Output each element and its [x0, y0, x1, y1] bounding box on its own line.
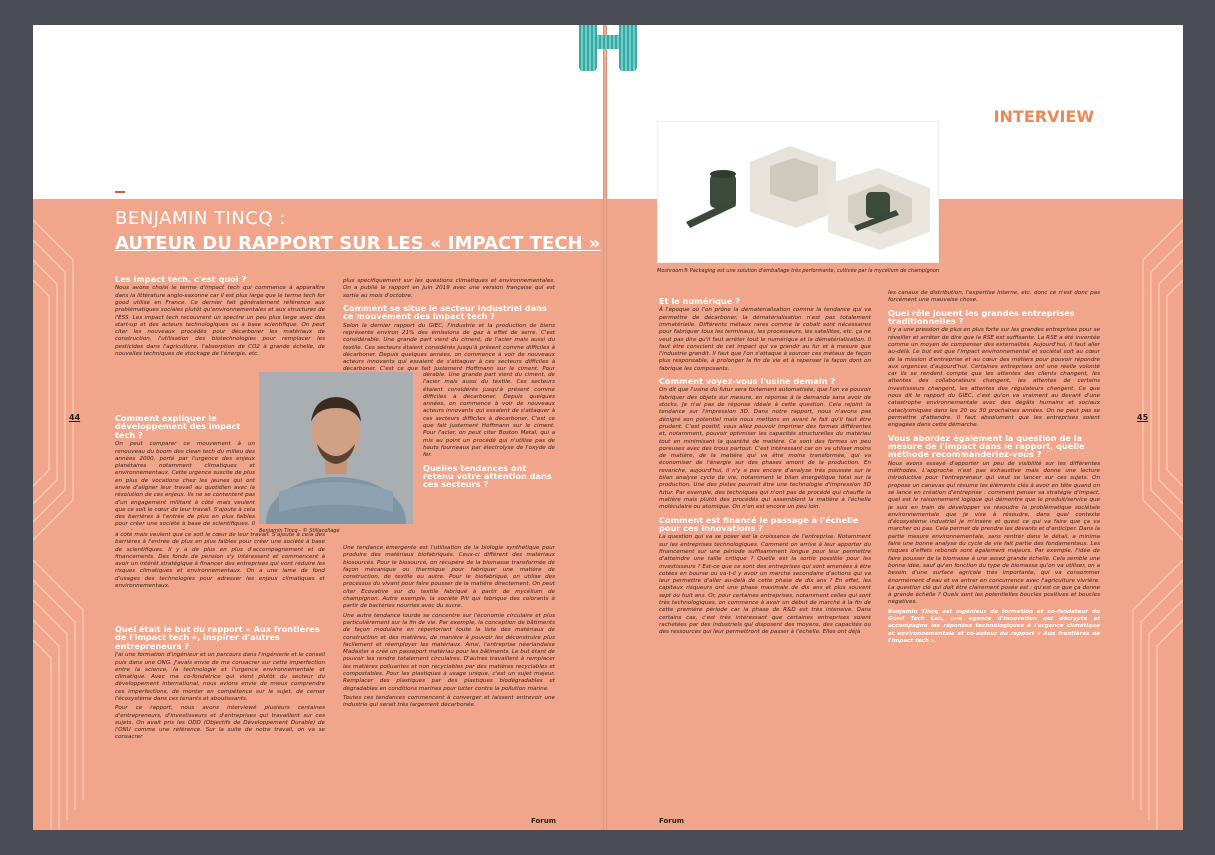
- section-label: INTERVIEW: [993, 107, 1094, 126]
- answer-paragraph: On peut comparer ce mouvement à un renouveau du boom des clean tech du milieu des années 2000, porté par l'urgence des enjeux planétaires notamment climatiques et environnementaux. Cette urgence suscite de plus en plus de vocations chez les jeunes qui ont envie d'aligner leur travail au quotidien avec la résolution de ces enjeux. Ils ne se contentent pas d'un engagement militant à côté mais veulent que ce soit le cœur de leur travail. S'ajoute à cela des barrières à l'entrée de plus en plus faibles pour créer une société à base de scientifiques. Il: [115, 441, 255, 528]
- product-photo: [657, 121, 939, 263]
- column-2-beside-photo: [423, 372, 555, 562]
- answer-paragraph: À l'époque où l'on prône la dématérialisation comme la tendance qui va permettre de décarboner, la dématérialisation n'est pas totalement immatérielle. Différents métaux rares comme le cobalt sont nécessaires pour fabriquer tous les terminaux, les processeurs, les satellites, etc. ça ne veut pas dire qu'il faut arrêter tout le numérique et la dématérialisation. Il faut être conscient de cet impact qui va grandir au fur et à mesure que l'industrie grandit. Il faut que l'on s'attaque à sourcer ces métaux de façon plus responsable, à prolonger la fin de vie et à repenser la façon dont on fabrique les composants.: [659, 307, 871, 372]
- answer-paragraph: On dit que l'usine du futur sera fortement automatisée, que l'on va pouvoir fabriquer des objets sur mesure, en réponse à la demande sans avoir de stocks. Je n'ai pas de réponse idéale à cette question. Cela rejoint la tendance sur l'impression 3D. Dans notre rapport, nous n'avons pas dénigré son potentiel mais nous mettons en avant le fait qu'il faut être prudent. C'est positif, vous allez pouvoir imprimer des formes différentes et, notamment, pouvoir optimiser les capacités structurelles du matériau tout en minimisant la quantité de matière. Ce sont des formes un peu poreuses avec des trous partout. C'est intéressant car on va utiliser moins de matière, de la matière qui va être moins transformée, qui va économiser de l'énergie sur des phases amont de la production. En revanche, aujourd'hui, il n'y a pas encore d'analyse très poussée sur le bilan analyse cycle de vie, notamment le bilan énergétique total sur la production. Une des pistes pourrait être une technologie d'impression 3D futur. Par exemple, des techniques qui n'ont pas de procédé qui chauffe la matière mais plutôt des procédés qui assemblent la matière à l'échelle moléculaire ou atomique. On n'en est encore un peu loin.: [659, 387, 871, 511]
- product-illustration: [658, 122, 938, 262]
- question-heading: Comment expliquer le développement des impact tech ?: [115, 413, 241, 440]
- answer-paragraph-continued: dérable. Une grande part vient du ciment, de l'acier mais aussi du textile. Ces secteurs étaient considérés jusqu'à présent comme difficiles à décarboner. Depuis quelques années, on commence à voir de nouveaux acteurs innovants qui essaient de s'attaquer à ces secteurs difficiles à décarboner. C'est ce que fait justement Hoffmann sur le ciment. Pour l'acier, on peut citer Boston Metal, qui a mis au point un procédé qui n'utilise pas de hauts fourneaux par électrolyse de l'oxyde de fer.: [423, 372, 555, 459]
- answer-paragraph: Nous avons essayé d'apporter un peu de visibilité sur les différentes méthodes. L'approche n'est pas exhaustive mais donne une lecture introductive pour l'entrepreneur qui veut se lancer sur ces sujets. On propose un canevas qui résume les éléments clés à avoir en tête quand on se lance en création d'entreprise : comment penser sa stratégie d'impact, quel est le raisonnement logique qui démontre que le produit/service que je suis en train de développer va résoudre la problématique sociétale environnementale que je vise à résoudre, dans quel contexte d'écosystème industriel je m'insère et quest ce qui va faire que ça va marcher ou pas. Cela permet de prendre les devants et d'anticiper. Dans la partie mesure environnementale, sans rentrer dans le détail, a minima faire une bonne analyse du cycle de vie fait partie des fondamentaux. Les risques d'effets rebonds sont également majeurs. Par exemple, l'idée de faire pousser de la biomasse à une assez grande échelle. Cela semble une bonne idée, sauf qu'en fonction du type de biomasse qu'on va utiliser, on a besoin d'une surface agricole très importante, qui va consommer énormément d'eau et va entrer en concurrence avec l'agriculture vivrière. La question clé qui doit être clairement posée est : qu'est ce que ça donne à grande échelle ? Quels sont les potentielles boucles positives et boucles négatives.: [888, 460, 1100, 606]
- answer-paragraph: plus spécifiquement sur les questions climatiques et environnementales. On a publié le rapport en juin 2019 avec une version française qui est sortie au mois d'octobre.: [343, 278, 555, 299]
- column-4: [888, 290, 1100, 830]
- left-page: [33, 25, 604, 830]
- column-1-bottom: [115, 621, 325, 821]
- question-heading: Comment voyez-vous l'usine demain ?: [659, 376, 836, 387]
- product-caption: Moshroom® Packaging est une solution d'emballage très performante, cultivée par la mycélium de champignon: [657, 268, 940, 274]
- column-1-top: [115, 271, 325, 371]
- question-heading: Vous abordez également la question de la mesure de l'impact dans le rapport, quelle méthode recommanderiez-vous ?: [888, 432, 1085, 460]
- question-heading: Quel rôle jouent les grandes entreprises traditionnelles ?: [888, 307, 1075, 326]
- headline-name: BENJAMIN TINCQ :: [115, 208, 286, 229]
- question-heading: Et le numérique ?: [659, 296, 740, 306]
- answer-paragraph: Une tendance émergente est l'utilisation de la biologie synthétique pour produire des matériaux biofabriqués. Ceux-ci diffèrent des matériaux biosourcés. Pour le biosourcé, on récupère de la biomasse transformée de façon mécanique ou thermique pour fabriquer une matière de construction, de textile ou autre. Pour le biofabriqué, on utilise des processus du vivant pour faire pousser de la matière directement. On peut citer Ecovative sur du textile fabriqué à partir de mycélium de champignon. Autre exemple, la société Pili qui fabrique des colorants à partir de bactéries nourries avec du sucre.: [343, 545, 555, 610]
- question-heading: Comment se situe le secteur industriel dans ce mouvement des impact tech ?: [343, 302, 547, 322]
- portrait-illustration: [259, 372, 413, 524]
- portrait-photo: [259, 372, 413, 524]
- forum-logo: Forum: [531, 817, 557, 825]
- author-bio: Benjamin Tincq est ingénieur de formation et co-fondateur du Good Tech Lab, une agence d'innovation qui décrypte et accompagne les réponses technologiques à l'urgence climatique et environnementale et co-auteur du rapport « Aux frontières de l'impact tech ».: [888, 608, 1100, 644]
- question-heading: Les impact tech, c'est quoi ?: [115, 274, 247, 284]
- page-number: 44: [69, 413, 81, 422]
- decorative-stripes-right: [1111, 200, 1183, 830]
- question-heading: Quelles tendances ont retenu votre attention dans ces secteurs ?: [423, 462, 552, 490]
- question-heading: Comment est financé le passage à l'échelle pour ces innovations ?: [659, 514, 859, 533]
- answer-paragraph: Il y a une pression de plus en plus forte sur les grandes entreprises pour se réveiller et arrêter de dire que la RSE est suffisante. La RSE a été inventée comme un moyen de compenser des externalités. Aujourd'hui, il faut aller au-delà. Le but est que l'impact environnemental et sociétal soit au cœur de la mission d'entreprise et au cœur des métiers pour pouvoir répondre aux urgences d'aujourd'hui. Certaines entreprises ont une réelle volonté car ils se rendent compte que les attentes des clients changent, les attentes des collaborateurs changent, les attentes de certains investisseurs changent, les attentes des régulateurs changent. Ce que nous dit le rapport du GIEC, c'est qu'on va vraiment au devant d'une catastrophe environnementale avec des dégâts humains et sociaux cataclysmiques dans les 20 ou 30 prochaines années. On ne peut pas se permettre d'attendre. Il faut absolument que les entreprises soient engagées dans cette démarche.: [888, 327, 1100, 429]
- answer-paragraph: Une autre tendance lourde se concentre sur l'économie circulaire et plus particulièrement sur la fin de vie. Par exemple, la conception de bâtiments de façon modulaire en répertoriant toute la liste des matériaux de construction et des matières, de manière à pouvoir les déconstruire plus facilement et réemployer les matériaux. Ainsi, l'entreprise néerlandaise Madaster a créé un passeport matériau pour les bâtiments. Le but étant de pouvoir les rendre totalement circulaires. D'autres travaillent à remplacer les matières polluantes et non recyclables par des matières recyclables et compostables. Pour les plastiques à usage unique, c'est un sujet majeur. Remplacer des plastiques par des plastiques biodégradables et dégradables en conditions marines pour lutter contre la pollution marine.: [343, 612, 555, 692]
- column-1-beside-photo: [115, 410, 255, 530]
- section-mark: [115, 191, 125, 193]
- forum-logo-right: Forum: [659, 817, 685, 825]
- answer-paragraph: La question qui va se poser est la croissance de l'entreprise. Notamment sur les entreprises technologiques. Comment on arrive à leur apporter du financement sur une période suffisamment longue pour leur permettre d'atteindre une taille critique ? Quelle est la sortie possible pour les investisseurs ? Est-ce que ce sont des entreprises qui sont amenées à être cotées en bourse ou va-t-il y avoir un marché secondaire d'actions qui va leur permettre d'aller au-delà de cette phase de dix ans ? En effet, les capitaux risqueurs ont une phase maximale de dix ans et plus souvent sept ou huit ans. Or, pour certaines entreprises, notamment celles qui sont très technologiques, on commence à avoir un début de marché à la fin de cette première période car la phase de R&D est très intensive. Dans certains cas, c'est très intéressant que certaines entreprises soient rachetées par des industriels qui disposent des moyens, des capacités ou des ressources qui leur permettront de passer à l'échelle. Elles ont déjà: [659, 534, 871, 636]
- answer-paragraph: J'ai une formation d'ingénieur et un parcours dans l'ingénierie et le conseil puis dans une ONG. J'avais envie de me consacrer sur cette imperfection entre la science, la technologie et l'urgence environnementale et climatique. Avec ma co-fondatrice qui vient plutôt du secteur du développement international, nous avions envie de mieux comprendre ces imperfections, de monter en compétence sur le sujet, de cerner l'écosystème dans ces tenants et aboutissants.: [115, 652, 325, 702]
- answer-paragraph: Selon le dernier rapport du GIEC, l'industrie et la production de biens représente environ 21% des émissions de gaz à effet de serre. C'est considérable. Une grande part vient du ciment, de l'acier mais aussi du textile. Ces secteurs étaient considérés jusqu'à présent comme difficiles à décarboner. Depuis quelques années, on commence à voir de nouveaux acteurs innovants qui essaient de s'attaquer à ces secteurs difficiles à décarboner. C'est ce que fait justement Hoffmann sur le ciment. Pour: [343, 322, 555, 373]
- answer-paragraph: les canaux de distribution, l'expertise interne, etc. donc ce n'est donc pas forcément une mauvaise chose.: [888, 290, 1100, 304]
- answer-paragraph: Pour ce rapport, nous avons interviewé plusieurs centaines d'entrepreneurs, d'investisseurs et d'entreprises qui travaillent sur ces sujets. On avait pris les ODD (Objectifs de Développement Durable) de l'ONU comme une référence. Sur la suite de notre travail, on va se consacrer: [115, 705, 325, 741]
- answer-paragraph: Toutes ces tendances commencent à converger et laissent entrevoir une industrie qui serait très largement décarbonée.: [343, 694, 555, 709]
- magazine-spread: [33, 25, 1183, 830]
- column-3: [659, 293, 871, 813]
- headline-title: AUTEUR DU RAPPORT SUR LES « IMPACT TECH »: [115, 233, 601, 254]
- answer-paragraph: Nous avons choisi le terme d'impact tech qui commence à apparaître dans la littérature anglo-saxonne car il est plus large que le terme tech for good utilisé en France. Ce dernier fait généralement référence aux problématiques sociales plutôt qu'environnementales et aux structures de l'ESS. Les impact tech recouvrent un spectre un peu plus large avec des start-up et des acteurs technologiques ou à base scientifique. On peut citer les nouveaux procédés pour décarboner les matériaux de construction, l'utilisation des biotechnologies pour remplacer les pesticides dans l'agriculture, l'absorption de CO2 à grande échelle, de nouvelles techniques de stockage de l'énergie, etc.: [115, 285, 325, 358]
- photo-caption: Benjamin Tincq - © Stillacollagé: [259, 528, 340, 534]
- column-2-bottom: [343, 545, 555, 817]
- answer-paragraph-continued: à côté mais veulent que ce soit le cœur de leur travail. S'ajoute à cela des barrières à l'entrée de plus en plus faibles pour créer une société à base de scientifiques. Il y a de plus en plus d'accompagnement et de financements. Des fonds de pension s'y intéressent et commencent à avoir un intérêt stratégique à financer des entreprises qui vont réduire les risques climatiques et environnementaux. On a une lame de fond d'usages des technologies pour adresser les enjeux climatiques et environnementaux.: [115, 532, 325, 590]
- column-2-top: [343, 278, 555, 374]
- question-heading: Quel était le but du rapport « Aux frontières de l'impact tech », inspirer d'autres entrepreneurs ?: [115, 624, 320, 651]
- page-number-right: 45: [1137, 413, 1149, 422]
